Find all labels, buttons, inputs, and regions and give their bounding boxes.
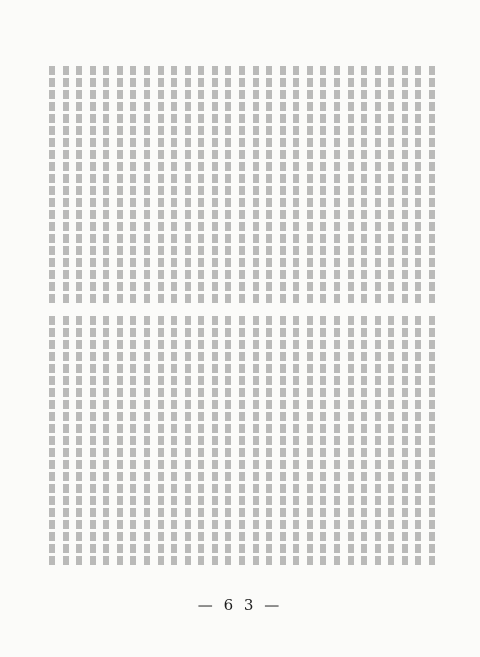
text-column: [73, 316, 85, 568]
text-column: [141, 316, 153, 568]
text-column: [331, 316, 343, 568]
text-column: [236, 316, 248, 568]
text-column: [60, 66, 72, 304]
text-column: [182, 316, 194, 568]
text-column: [141, 66, 153, 304]
text-column: [222, 316, 234, 568]
text-column: [385, 316, 397, 568]
text-column: [426, 66, 438, 304]
text-column: [358, 66, 370, 304]
text-column: [182, 66, 194, 304]
text-column: [250, 316, 262, 568]
text-column: [114, 66, 126, 304]
text-column: [358, 316, 370, 568]
text-column: [195, 66, 207, 304]
text-column: [127, 316, 139, 568]
text-column: [317, 316, 329, 568]
text-column: [87, 316, 99, 568]
text-column: [168, 66, 180, 304]
text-column: [290, 316, 302, 568]
text-column: [372, 316, 384, 568]
text-column: [46, 66, 58, 304]
text-column: [317, 66, 329, 304]
text-column: [100, 316, 112, 568]
text-column: [412, 66, 424, 304]
text-column: [209, 66, 221, 304]
text-column: [426, 316, 438, 568]
text-column: [46, 316, 58, 568]
text-column: [195, 316, 207, 568]
text-column: [304, 66, 316, 304]
text-column: [263, 316, 275, 568]
text-column: [155, 316, 167, 568]
text-column: [277, 66, 289, 304]
text-column: [73, 66, 85, 304]
text-column: [250, 66, 262, 304]
page-number: — 6 3 —: [197, 596, 283, 614]
text-column: [331, 66, 343, 304]
text-column: [236, 66, 248, 304]
text-column: [168, 316, 180, 568]
text-column: [263, 66, 275, 304]
text-column: [385, 66, 397, 304]
text-column: [412, 316, 424, 568]
upper-text-block: [46, 66, 438, 304]
text-column: [304, 316, 316, 568]
text-column: [345, 316, 357, 568]
text-column: [277, 316, 289, 568]
text-column: [100, 66, 112, 304]
text-column: [87, 66, 99, 304]
text-column: [222, 66, 234, 304]
text-column: [290, 66, 302, 304]
text-column: [399, 316, 411, 568]
text-column: [114, 316, 126, 568]
lower-text-block: [46, 316, 438, 568]
text-column: [345, 66, 357, 304]
text-column: [372, 66, 384, 304]
text-column: [60, 316, 72, 568]
text-column: [155, 66, 167, 304]
text-column: [209, 316, 221, 568]
text-column: [399, 66, 411, 304]
text-column: [127, 66, 139, 304]
